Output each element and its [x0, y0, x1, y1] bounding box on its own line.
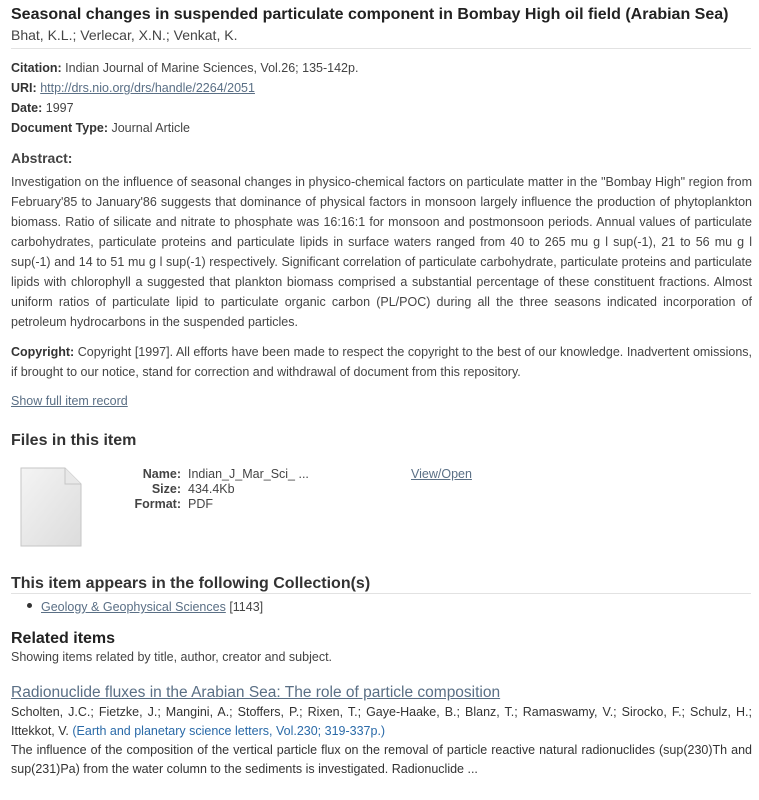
divider: [11, 593, 751, 594]
page-title: Seasonal changes in suspended particulate component in Bombay High oil field (Arabian Sea): [11, 6, 729, 23]
copyright-text: Copyright [1997]. All efforts have been made to respect the copyright to the best of our knowledge. Inadvertent omissions, if brought to our notice, stand for correction and withdrawal of document from this repository.: [11, 345, 752, 379]
related-item-abstract: The influence of the composition of the vertical particle flux on the removal of particle reactive natural radionuclides (sup(230)Th and sup(231)Pa) from the water column to the sediments is investigated. Radionuclide ...: [11, 743, 752, 776]
file-format-label: Format:: [134, 497, 181, 511]
copyright-label: Copyright:: [11, 345, 75, 359]
citation-value: Indian Journal of Marine Sciences, Vol.26; 135-142p.: [65, 61, 359, 75]
related-item-source: (Earth and planetary science letters, Vol.230; 319-337p.): [72, 724, 386, 738]
date-value: 1997: [45, 101, 74, 115]
related-item-author-list: Scholten, J.C.; Fietzke, J.; Mangini, A.; Stoffers, P.; Rixen, T.; Gaye-Haake, B.; Blanz, T.; Ramaswamy, V.; Sirocko, F.; Schulz, H.; Ittekkot, V.: [11, 705, 752, 738]
file-format-value: PDF: [188, 497, 213, 511]
uri-link[interactable]: http://drs.nio.org/drs/handle/2264/2051: [40, 81, 255, 95]
collection-item: [41, 600, 263, 614]
date-row: [11, 100, 74, 116]
show-full-record-link[interactable]: Show full item record: [11, 394, 128, 408]
doctype-row: [11, 120, 190, 136]
abstract-heading: Abstract:: [11, 150, 73, 166]
divider: [11, 48, 751, 49]
date-label: Date:: [11, 101, 43, 115]
collection-link[interactable]: Geology & Geophysical Sciences: [41, 600, 226, 614]
related-item-authors: [11, 703, 752, 741]
files-heading: Files in this item: [11, 432, 137, 449]
related-item-title-link[interactable]: Radionuclide fluxes in the Arabian Sea: The role of particle composition: [11, 684, 501, 701]
uri-label: URI:: [11, 81, 37, 95]
file-name-label: Name:: [142, 467, 181, 481]
file-size-label: Size:: [151, 482, 181, 496]
generic-file-icon[interactable]: [19, 466, 83, 548]
doctype-value: Journal Article: [111, 121, 190, 135]
collections-heading: This item appears in the following Collection(s): [11, 575, 371, 592]
file-name-value: Indian_J_Mar_Sci_ ...: [188, 467, 309, 481]
related-subtitle: Showing items related by title, author, creator and subject.: [11, 650, 333, 664]
related-heading: Related items: [11, 630, 116, 647]
view-open-link[interactable]: View/Open: [411, 467, 472, 481]
citation-label: Citation:: [11, 61, 62, 75]
collection-count: [1143]: [229, 600, 264, 614]
citation-row: [11, 60, 358, 76]
uri-row: [11, 80, 255, 96]
bullet-icon: [27, 603, 32, 608]
abstract-text: Investigation on the influence of seasonal changes in physico-chemical factors on particulate matter in the "Bombay High" region from February'85 to January'86 suggests that dominance of physical factors in monsoon largely influence the production of phytoplankton biomass. Ratio of silicate and nitrate to phosphate was 16:16:1 for monsoon and postmonsoon periods. Annual values of particulate carbohydrates, particulate proteins and particulate lipids in surface waters ranged from 40 to 265 mu g l sup(-1), 21 to 56 mu g l sup(-1) and 14 to 51 mu g l sup(-1) respectively. Significant correlation of particulate carbohydrate, particulate proteins and particulate lipids with chlorophyll a suggested that plankton biomass comprised a substantial percentage of these constituent fractions. Almost uniform ratios of particulate lipid to particulate organic carbon (PL/POC) during all the three seasons indicated incorporation of petroleum hydrocarbons in the suspended particles.: [11, 175, 752, 329]
copyright-block: [11, 342, 752, 382]
file-size-value: 434.4Kb: [188, 482, 235, 496]
doctype-label: Document Type:: [11, 121, 108, 135]
item-authors: Bhat, K.L.; Verlecar, X.N.; Venkat, K.: [11, 27, 238, 43]
